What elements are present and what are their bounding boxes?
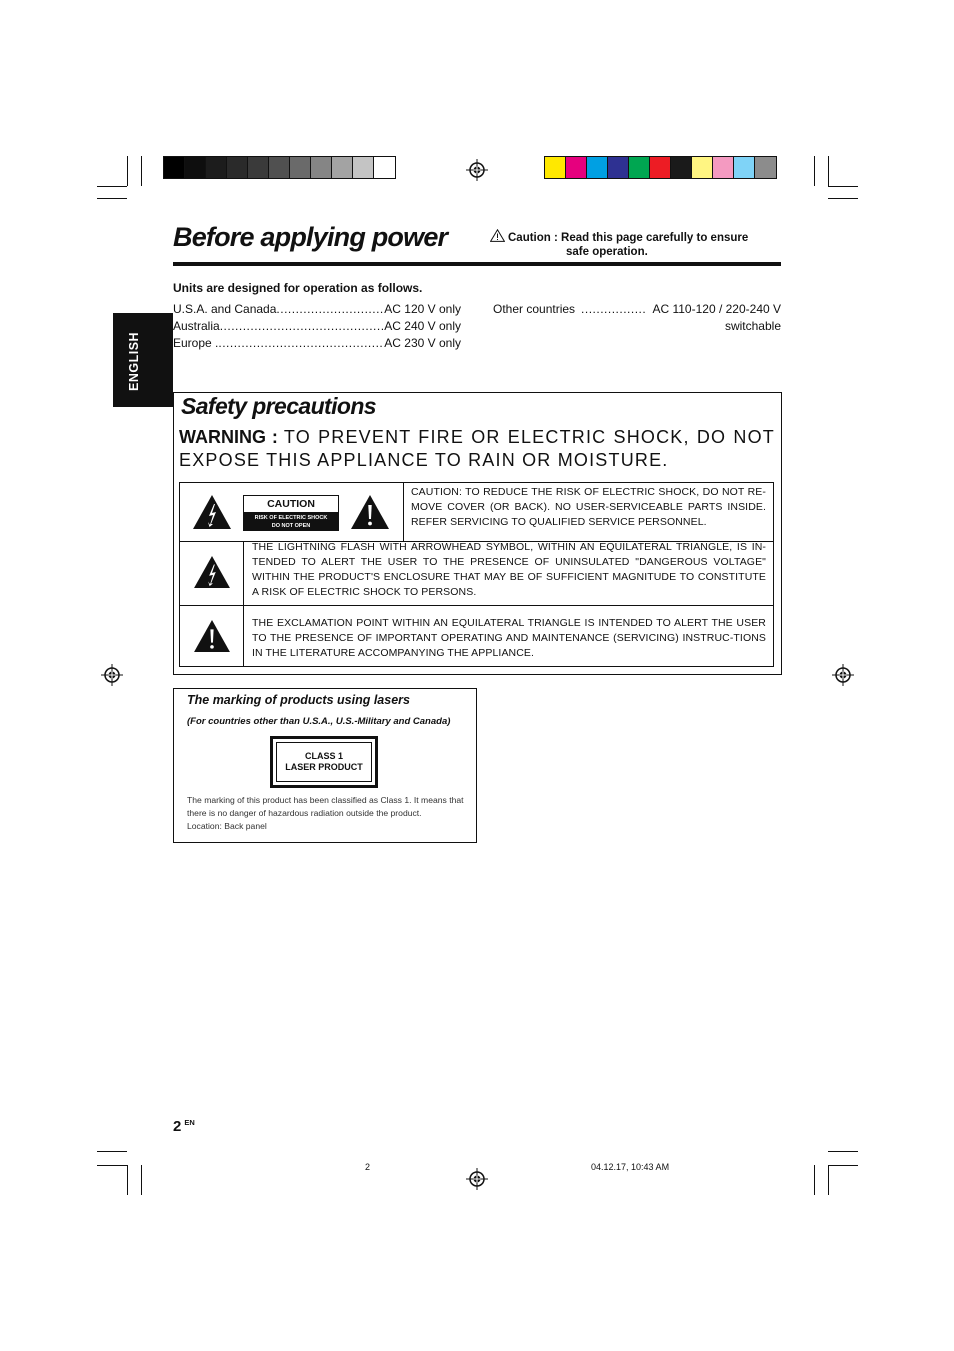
color-swatch xyxy=(608,157,629,178)
caution-note xyxy=(490,229,748,259)
voltage-row xyxy=(173,302,461,316)
crop-mark xyxy=(97,186,127,187)
voltage-value: AC 110-120 / 220-240 V xyxy=(652,302,781,316)
color-swatch xyxy=(290,157,311,178)
caution-label-line1: RISK OF ELECTRIC SHOCK xyxy=(254,515,328,521)
color-swatch xyxy=(227,157,248,178)
exclamation-symbol-text: THE EXCLAMATION POINT WITHIN AN EQUILATERAL TRIANGLE IS INTENDED TO ALERT THE USER TO THE PRESENCE OF IMPORTANT OPERATING AND MAINTENANCE (SERVICING) INSTRUC-TIONS IN THE LITERATURE ACCOMPANYING THE APPLIANCE. xyxy=(252,617,766,659)
crop-mark xyxy=(97,1151,127,1152)
color-swatch xyxy=(587,157,608,178)
color-calibration-bar xyxy=(544,156,777,179)
warning-label: WARNING : xyxy=(179,427,278,447)
warning-text: TO PREVENT FIRE OR ELECTRIC SHOCK, DO NOT EXPOSE THIS APPLIANCE TO RAIN OR MOISTURE. xyxy=(179,427,775,470)
crop-mark xyxy=(828,186,858,187)
caution-symbols-table xyxy=(179,482,774,667)
exclamation-triangle-icon xyxy=(350,494,390,530)
page-language-suffix: EN xyxy=(184,1118,195,1127)
voltage-row xyxy=(173,319,461,333)
page-title: Before applying power xyxy=(173,222,448,252)
crop-mark xyxy=(141,156,142,186)
crop-mark xyxy=(97,198,127,199)
warning-statement xyxy=(179,426,775,472)
registration-mark-icon xyxy=(466,159,488,181)
registration-mark-icon xyxy=(101,664,123,686)
crop-mark xyxy=(828,1165,858,1166)
laser-class: CLASS 1 xyxy=(304,751,343,761)
laser-location: Location: Back panel xyxy=(187,821,267,831)
color-swatch xyxy=(755,157,776,178)
voltage-region: Europe . xyxy=(173,336,219,350)
grayscale-calibration-bar xyxy=(163,156,396,179)
color-swatch xyxy=(650,157,671,178)
color-swatch xyxy=(374,157,395,178)
crop-mark xyxy=(814,1165,815,1195)
crop-mark xyxy=(828,198,858,199)
table-divider xyxy=(403,483,404,541)
voltage-note: switchable xyxy=(724,319,781,333)
crop-mark xyxy=(97,1165,127,1166)
crop-mark xyxy=(814,156,815,186)
language-tab xyxy=(113,313,173,407)
page-number-value: 2 xyxy=(173,1118,182,1135)
table-divider xyxy=(243,541,244,666)
caution-label-title: CAUTION xyxy=(267,498,315,510)
voltage-row xyxy=(173,336,461,350)
leader-dots xyxy=(218,336,384,350)
voltage-value: AC 120 V only xyxy=(384,302,461,316)
warning-triangle-icon xyxy=(490,229,505,242)
color-swatch xyxy=(206,157,227,178)
page-number xyxy=(173,1118,195,1135)
exclamation-triangle-icon xyxy=(193,619,231,653)
registration-mark-icon xyxy=(832,664,854,686)
language-tab-label: ENGLISH xyxy=(127,331,141,391)
caution-text: CAUTION: TO REDUCE THE RISK OF ELECTRIC SHOCK, DO NOT RE-MOVE COVER (OR BACK). NO USER-SERVICEABLE PARTS INSIDE. REFER SERVICING TO QUALIFIED SERVICE PERSONNEL. xyxy=(411,486,766,528)
color-swatch xyxy=(734,157,755,178)
color-swatch xyxy=(311,157,332,178)
laser-description xyxy=(187,794,465,833)
title-rule xyxy=(173,262,781,266)
caution-label-line2: DO NOT OPEN xyxy=(271,523,311,529)
voltage-region: Other countries xyxy=(493,302,576,316)
laser-product: LASER PRODUCT xyxy=(285,762,363,772)
units-heading: Units are designed for operation as follows. xyxy=(173,281,423,295)
print-timestamp: 04.12.17, 10:43 AM xyxy=(591,1162,670,1172)
color-swatch xyxy=(545,157,566,178)
crop-mark xyxy=(828,1165,829,1195)
color-swatch xyxy=(353,157,374,178)
laser-subtitle: (For countries other than U.S.A., U.S.-Military and Canada) xyxy=(187,716,451,727)
leader-dots xyxy=(220,319,385,333)
crop-mark xyxy=(828,1151,858,1152)
color-swatch xyxy=(164,157,185,178)
print-page-number: 2 xyxy=(365,1162,371,1172)
crop-mark xyxy=(141,1165,142,1195)
laser-class-label xyxy=(270,736,378,788)
color-swatch xyxy=(692,157,713,178)
color-swatch xyxy=(566,157,587,178)
leader-dots xyxy=(581,302,646,316)
caution-note-line1: Caution : Read this page carefully to ensure xyxy=(508,232,749,244)
voltage-region: U.S.A. and Canada xyxy=(173,302,277,316)
safety-title: Safety precautions xyxy=(181,393,376,419)
laser-class-label-inner xyxy=(276,742,372,782)
table-divider xyxy=(180,605,773,606)
color-swatch xyxy=(332,157,353,178)
color-swatch xyxy=(248,157,269,178)
voltage-row-other xyxy=(493,302,781,316)
laser-description-text: The marking of this product has been classified as Class 1. It means that there is no danger of hazardous radiation outside the product. xyxy=(187,795,464,818)
crop-mark xyxy=(127,1165,128,1195)
color-swatch xyxy=(185,157,206,178)
color-swatch xyxy=(269,157,290,178)
caution-note-line2: safe operation. xyxy=(566,246,648,258)
caution-label xyxy=(243,495,339,531)
leader-dots xyxy=(276,302,384,316)
color-swatch xyxy=(629,157,650,178)
color-swatch xyxy=(713,157,734,178)
color-swatch xyxy=(671,157,692,178)
crop-mark xyxy=(828,156,829,186)
lightning-triangle-icon xyxy=(193,555,231,589)
voltage-value: AC 230 V only xyxy=(384,336,461,350)
registration-mark-icon xyxy=(466,1168,488,1190)
crop-mark xyxy=(127,156,128,186)
lightning-symbol-text: THE LIGHTNING FLASH WITH ARROWHEAD SYMBOL, WITHIN AN EQUILATERAL TRIANGLE, IS IN-TENDED TO ALERT THE USER TO THE PRESENCE OF UNINSULATED "DANGEROUS VOLTAGE" WITHIN THE PRODUCT'S ENCLOSURE THAT MAY BE OF SUFFICIENT MAGNITUDE TO CONSTITUTE A RISK OF ELECTRIC SHOCK TO PERSONS. xyxy=(252,541,766,598)
voltage-value: AC 240 V only xyxy=(384,319,461,333)
voltage-region: Australia xyxy=(173,319,220,333)
lightning-triangle-icon xyxy=(192,494,232,530)
caution-label-text xyxy=(244,512,338,530)
laser-title: The marking of products using lasers xyxy=(187,693,410,707)
